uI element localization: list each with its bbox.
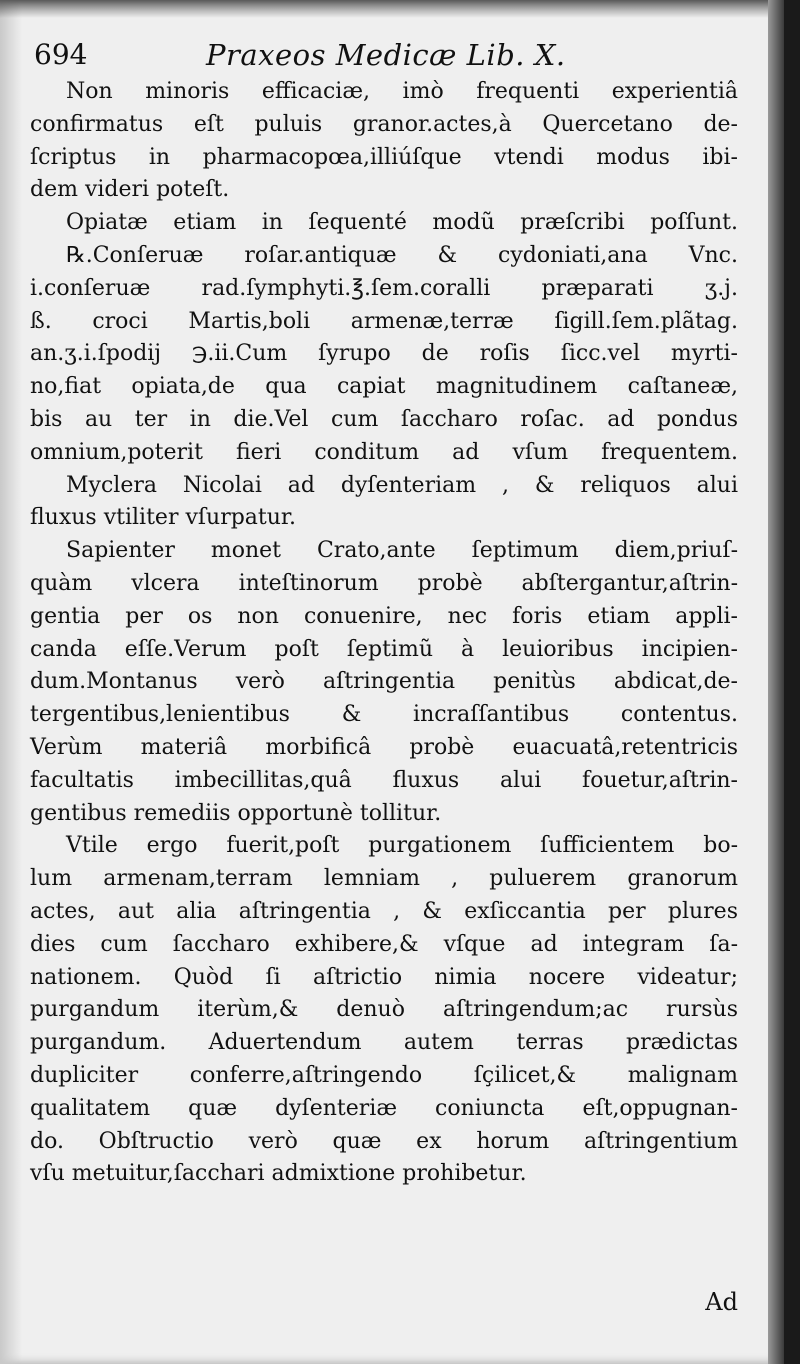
text-line: qualitatem quæ dyſenteriæ coniuncta eſt,oppugnan-	[30, 1095, 738, 1121]
page-number: 694	[34, 38, 88, 71]
catchword: Ad	[705, 1288, 738, 1316]
text-line: tergentibus,lenientibus & incraſſantibus contentus.	[30, 702, 738, 728]
text-line: purgandum. Aduertendum autem terras prædictas	[30, 1030, 738, 1056]
text-line: dem videri poteſt.	[30, 177, 230, 203]
text-line: Opiatæ etiam in ſequenté modũ præſcribi poſſunt.	[66, 210, 738, 236]
text-line: nationem. Quòd ſi aſtrictio nimia nocere videatur;	[30, 964, 738, 990]
page-header	[34, 38, 734, 74]
text-line: gentia per os non conuenire, nec foris etiam appli-	[30, 603, 738, 629]
text-line: omnium,poterit fieri conditum ad vſum frequentem.	[30, 439, 738, 465]
page-edge	[768, 0, 784, 1364]
text-line: Non minoris efficaciæ, imò frequenti experientiâ	[66, 79, 738, 104]
text-line: Vtile ergo fuerit,poſt purgationem ſufficientem bo-	[66, 833, 738, 859]
text-line: actes, aut alia aſtringentia , & exſiccantia per plures	[30, 898, 738, 924]
text-line: vſu metuitur,ſacchari admixtione prohibetur.	[30, 1161, 527, 1187]
text-line: an.ʒ.i.ſpodij ℈.ii.Cum ſyrupo de roſis ſicc.vel myrti-	[30, 341, 738, 367]
text-line: bis au ter in die.Vel cum ſaccharo roſac. ad pondus	[30, 406, 738, 432]
text-line: Myclera Nicolai ad dyſenteriam , & reliquos alui	[66, 472, 738, 498]
text-line: Verùm materiâ morbificâ probè euacuatâ,retentricis	[30, 734, 738, 760]
text-line: i.conſeruæ rad.ſymphyti.℥.ſem.coralli præparati ʒ.j.	[30, 275, 738, 301]
text-line: canda eſſe.Verum poſt ſeptimũ à leuioribus incipien-	[30, 636, 738, 662]
text-line: purgandum iterùm,& denuò aſtringendum;ac rursùs	[30, 997, 738, 1023]
text-line: do. Obſtructio verò quæ ex horum aſtringentium	[30, 1128, 738, 1154]
text-line: Sapienter monet Crato,ante ſeptimum diem,priuſ-	[66, 538, 738, 564]
running-head: Praxeos Medicæ Lib. X.	[206, 38, 566, 72]
text-line: dum.Montanus verò aſtringentia penitùs abdicat,de-	[30, 669, 738, 695]
text-line: dupliciter conferre,aſtringendo ſçilicet,& malignam	[30, 1062, 738, 1088]
text-line: facultatis imbecillitas,quâ fluxus alui fouetur,aſtrin-	[30, 767, 738, 793]
text-line: ℞.Conſeruæ roſar.antiquæ & cydoniati,ana Vnc.	[66, 242, 738, 268]
text-line: no,fiat opiata,de qua capiat magnitudinem caſtaneæ,	[30, 374, 738, 400]
text-line: gentibus remediis opportunè tollitur.	[30, 800, 442, 826]
text-line: quàm vlcera inteſtinorum probè abſtergantur,aſtrin-	[30, 570, 738, 596]
text-line: confirmatus eſt puluis granor.actes,à Quercetano de-	[30, 111, 738, 137]
body-text	[30, 76, 738, 1191]
text-line: dies cum ſaccharo exhibere,& vſque ad integram ſa-	[30, 931, 738, 957]
text-line: lum armenam,terram lemniam , puluerem granorum	[30, 866, 738, 892]
page-top-shadow	[0, 0, 784, 18]
text-line: ſcriptus in pharmacopœa,illiúſque vtendi modus ibi-	[30, 144, 738, 170]
text-line: ß. croci Martis,boli armenæ,terræ ſigill.ſem.plãtag.	[30, 308, 738, 334]
text-line: fluxus vtiliter vſurpatur.	[30, 505, 297, 531]
